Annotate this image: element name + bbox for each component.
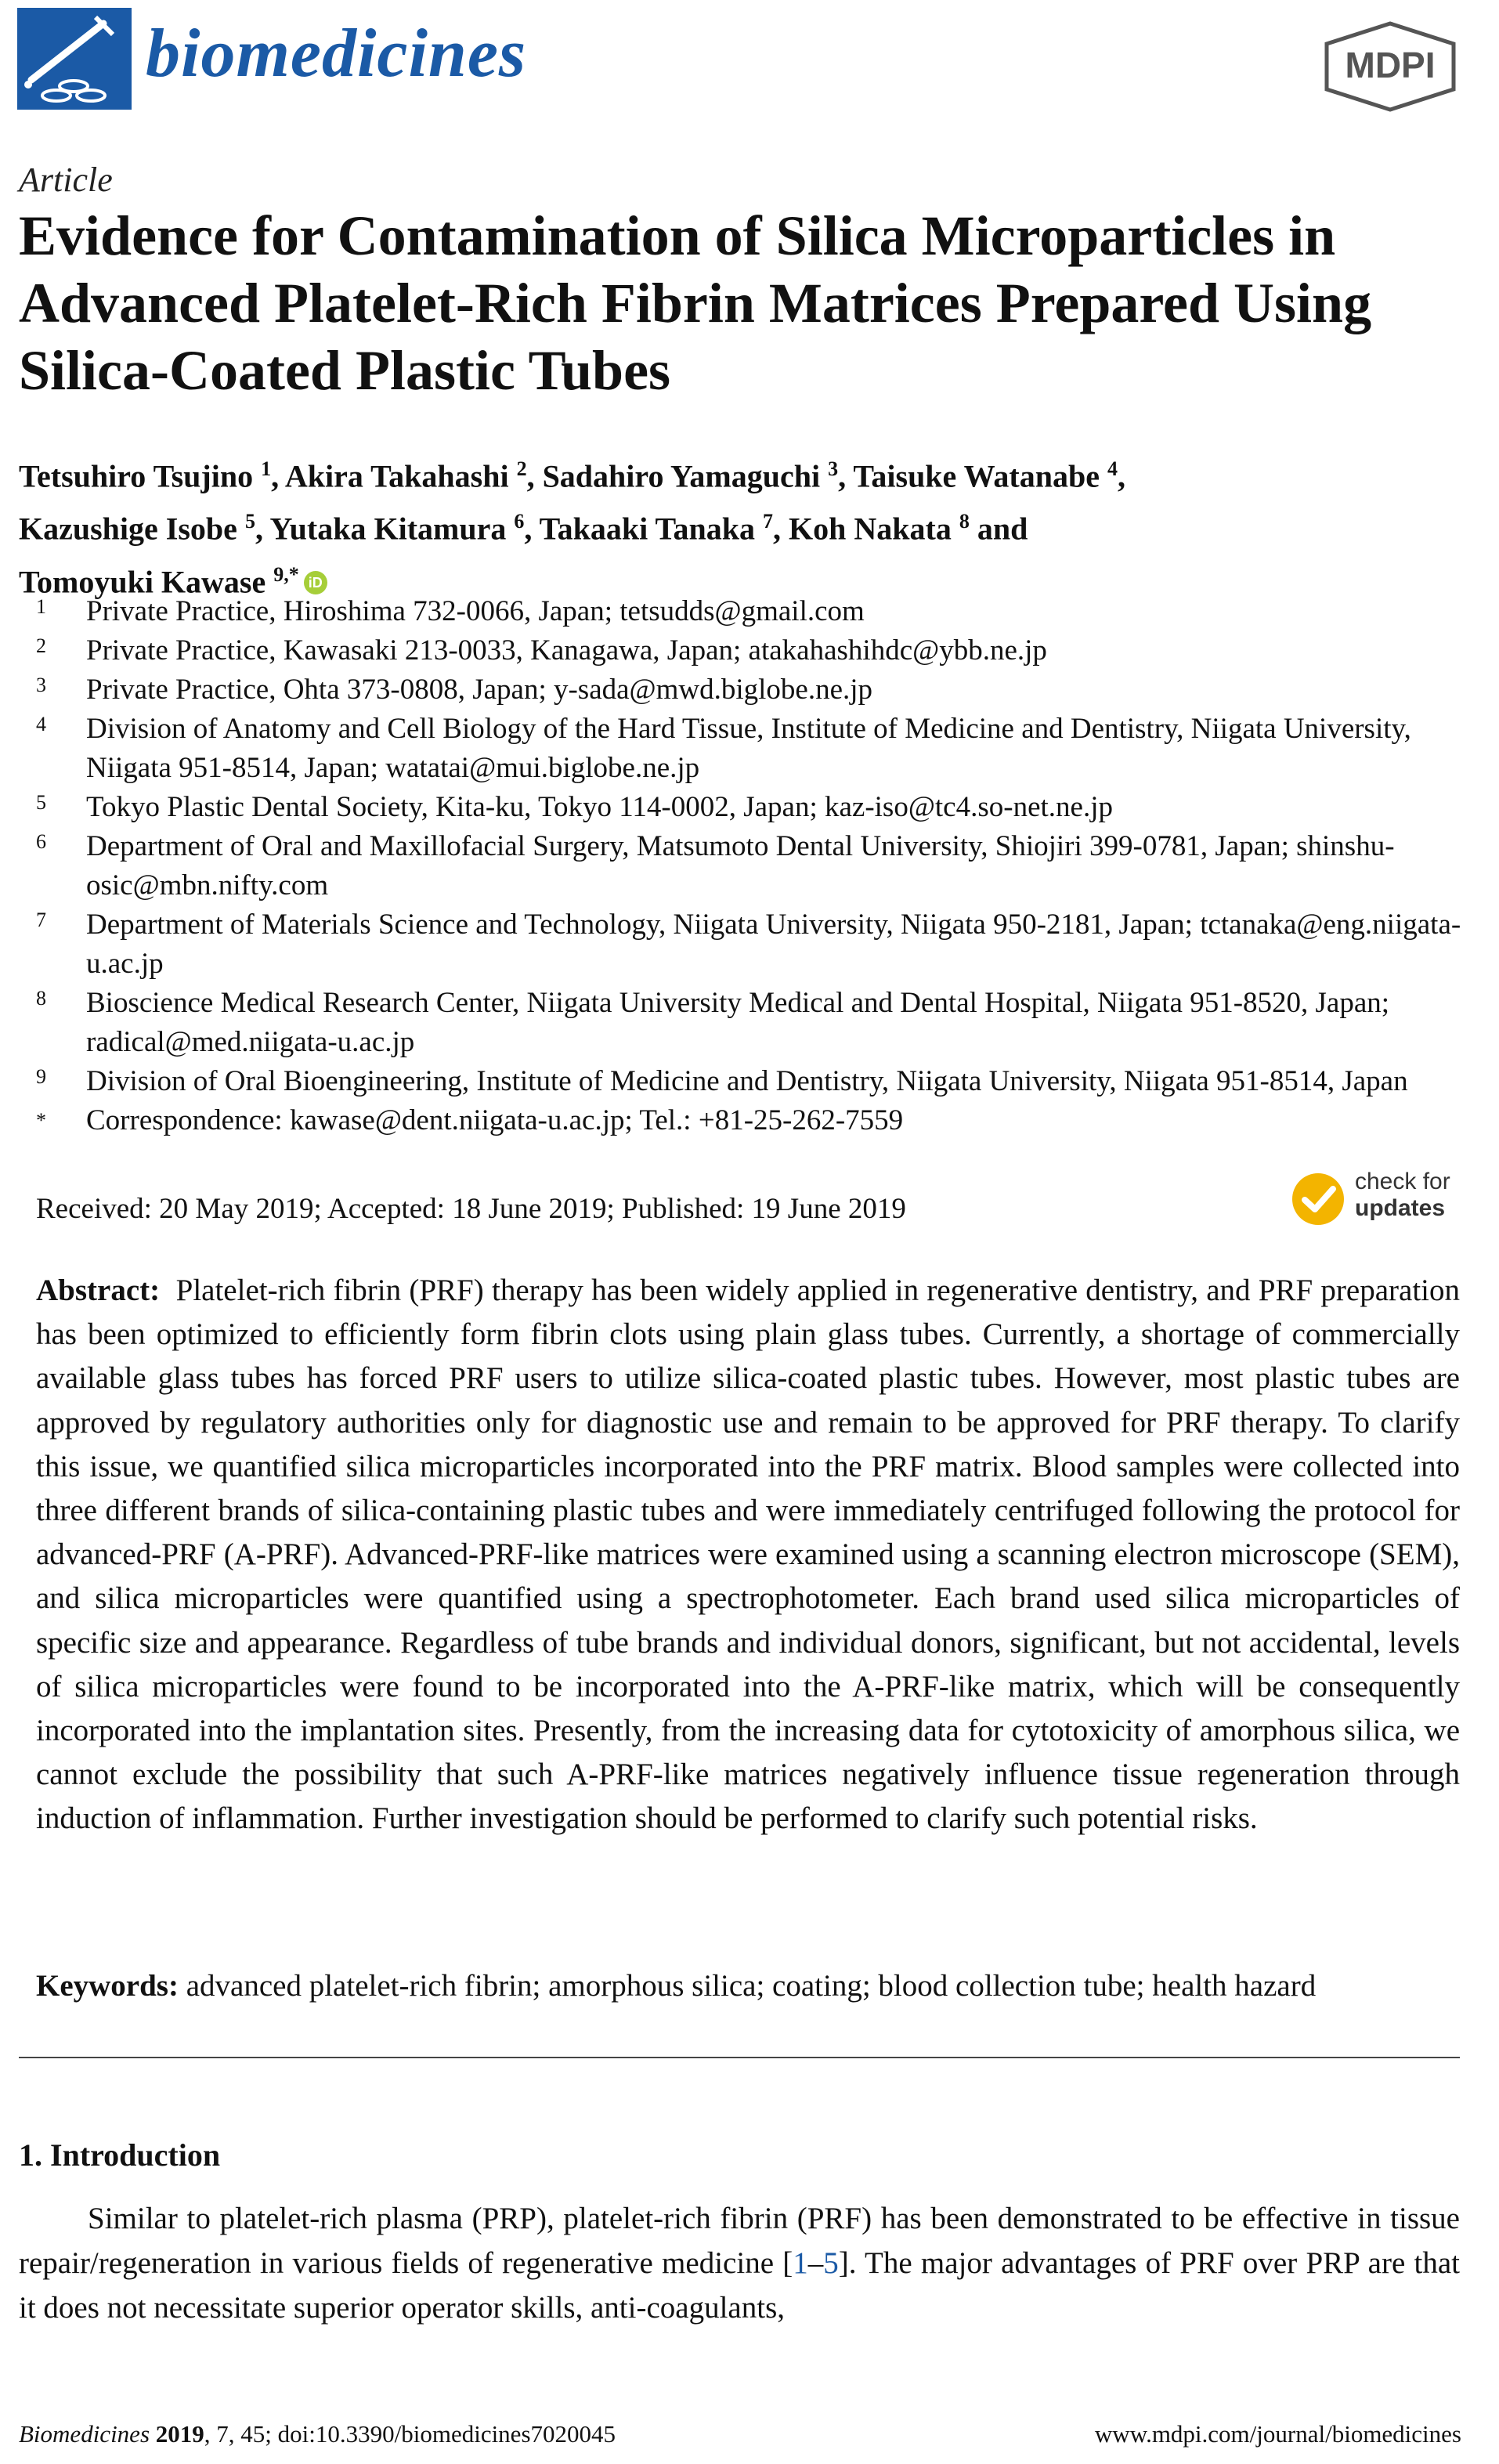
author-affiliation-mark: 6 xyxy=(514,510,525,533)
footer-citation xyxy=(19,2420,616,2448)
author-affiliation-mark: 2 xyxy=(516,457,527,480)
affiliation-item xyxy=(36,710,1469,788)
author-name[interactable]: Kazushige Isobe xyxy=(19,511,237,547)
footer-url[interactable]: www.mdpi.com/journal/biomedicines xyxy=(1094,2420,1461,2448)
affiliation-number: 2 xyxy=(36,634,46,657)
citation-separator: – xyxy=(807,2246,824,2280)
author-affiliation-mark: 7 xyxy=(763,510,774,533)
affiliation-number: 9 xyxy=(36,1065,46,1088)
affiliation-text: Department of Materials Science and Technology, Niigata University, Niigata 950-2181, Japan; tctanaka@eng.niigata-u.ac.jp xyxy=(86,909,1461,980)
author-affiliation-mark: 1 xyxy=(261,457,272,480)
affiliation-item xyxy=(36,631,1469,670)
affiliation-number: 5 xyxy=(36,791,46,814)
journal-logo xyxy=(17,8,132,110)
abstract-label: Abstract: xyxy=(36,1274,161,1307)
affiliation-text: Private Practice, Ohta 373-0808, Japan; y-sada@mwd.biglobe.ne.jp xyxy=(86,674,873,706)
section-divider xyxy=(19,2057,1460,2058)
author-list: Tetsuhiro Tsujino $^1$, Akira Takahashi $^2$, Sadahiro Yamaguchi $^3$, Taisuke Watanabe $^4$, Kazushige Isobe $^5$, Yutaka Kitamura $^6$, Takaaki Tanaka $^7$, Koh Nakata $^8$ and Tomoyuki Kawase $^{9,*}$ iD xyxy=(19,457,1125,599)
citation-link[interactable]: 5 xyxy=(823,2246,839,2280)
keywords-label: Keywords: xyxy=(36,1969,179,2003)
affiliation-item xyxy=(36,788,1469,827)
journal-name: biomedicines xyxy=(146,16,527,92)
publication-dates: Received: 20 May 2019; Accepted: 18 June 2019; Published: 19 June 2019 xyxy=(36,1193,906,1225)
check-updates-line1: check for xyxy=(1355,1169,1450,1194)
author-name[interactable]: Tomoyuki Kawase xyxy=(19,563,266,599)
affiliation-text: Private Practice, Kawasaki 213-0033, Kanagawa, Japan; atakahashihdc@ybb.ne.jp xyxy=(86,634,1047,667)
affiliation-number: 6 xyxy=(36,830,46,853)
author-and-separator: and xyxy=(977,511,1028,547)
intro-text-before: Similar to platelet-rich plasma (PRP), platelet-rich fibrin (PRF) has been demonstrated to be effective in tissue repair/regeneration in various fields of regenerative medicine [ xyxy=(19,2202,1460,2280)
affiliation-item xyxy=(36,670,1469,710)
affiliation-text: Tokyo Plastic Dental Society, Kita-ku, Tokyo 114-0002, Japan; kaz-iso@tc4.so-net.ne.jp xyxy=(86,791,1113,823)
abstract-text: Platelet-rich fibrin (PRF) therapy has been widely applied in regenerative dentistry, and PRF preparation has been optimized to efficiently form fibrin clots using plain glass tubes. Currently, a shortage of commercially available glass tubes has forced PRF users to utilize silica-coated plastic tubes. However, most plastic tubes are approved by regulatory authorities only for diagnostic use and remain to be approved for PRF therapy. To clarify this issue, we quantified silica microparticles incorporated into the PRF matrix. Blood samples were collected into three different brands of silica-containing plastic tubes and were immediately centrifuged following the protocol for advanced-PRF (A-PRF). Advanced-PRF-like matrices were examined using a scanning electron microscope (SEM), and silica microparticles were quantified using a spectrophotometer. Each brand used silica microparticles of specific size and appearance. Regardless of tube brands and individual donors, significant, but not accidental, levels of silica microparticles were found to be incorporated into the A-PRF-like matrix, which will be consequently incorporated into the implantation sites. Presently, from the increasing data for cytotoxicity of amorphous silica, we cannot exclude the possibility that such A-PRF-like matrices negatively influence tissue regeneration through induction of inflammation. Further investigation should be performed to clarify such potential risks. xyxy=(36,1274,1461,1836)
footer-year: 2019 xyxy=(155,2420,204,2448)
affiliation-text: Division of Anatomy and Cell Biology of the Hard Tissue, Institute of Medicine and Dentistry, Niigata University, Niigata 951-8514, Japan; watatai@mui.biglobe.ne.jp xyxy=(86,713,1411,784)
author-affiliation-mark: 5 xyxy=(244,510,255,533)
footer-journal: Biomedicines xyxy=(19,2420,150,2448)
correspondence-mark: * xyxy=(36,1109,46,1132)
affiliation-number: 7 xyxy=(36,909,46,931)
check-icon xyxy=(1292,1173,1344,1225)
introduction-paragraph xyxy=(19,2196,1460,2330)
affiliation-number: 1 xyxy=(36,595,46,618)
mdpi-logo-text: MDPI xyxy=(1345,45,1436,85)
affiliation-number: 3 xyxy=(36,674,46,696)
affiliation-text: Division of Oral Bioengineering, Institute of Medicine and Dentistry, Niigata University, Niigata 951-8514, Japan xyxy=(86,1065,1408,1097)
author-name[interactable]: Akira Takahashi xyxy=(284,458,509,494)
affiliation-number: 8 xyxy=(36,987,46,1010)
correspondence-item xyxy=(36,1101,1469,1140)
affiliations-list xyxy=(36,592,1469,1140)
keywords-text: advanced platelet-rich fibrin; amorphous silica; coating; blood collection tube; health hazard xyxy=(186,1969,1317,2003)
intro-text-after: ]. The major advantages of PRF over PRP are that it does not necessitate superior operator skills, anti-coagulants, xyxy=(19,2246,1460,2325)
orcid-icon[interactable]: iD xyxy=(304,571,327,594)
author-affiliation-mark: 8 xyxy=(959,510,970,533)
keywords xyxy=(36,1968,1469,2003)
citation-link[interactable]: 1 xyxy=(793,2246,808,2280)
article-title: Evidence for Contamination of Silica Microparticles in Advanced Platelet-Rich Fibrin Matrices Prepared Using Silica-Coated Plastic Tubes xyxy=(19,204,1372,402)
check-updates-line2: updates xyxy=(1355,1195,1446,1221)
affiliation-text: Bioscience Medical Research Center, Niigata University Medical and Dental Hospital, Niigata 951-8520, Japan; radical@med.niigata-u.ac.jp xyxy=(86,987,1390,1058)
author-name[interactable]: Takaaki Tanaka xyxy=(539,511,756,547)
author-affiliation-mark: 3 xyxy=(828,457,839,480)
footer-citation-rest: , 7, 45; doi:10.3390/biomedicines7020045 xyxy=(204,2420,616,2448)
author-name[interactable]: Tetsuhiro Tsujino xyxy=(19,458,254,494)
affiliation-item xyxy=(36,1062,1469,1101)
correspondence-text: Correspondence: kawase@dent.niigata-u.ac.jp; Tel.: +81-25-262-7559 xyxy=(86,1104,904,1136)
author-affiliation-mark: 4 xyxy=(1107,457,1118,480)
check-for-updates-badge[interactable] xyxy=(1292,1167,1465,1230)
affiliation-number: 4 xyxy=(36,713,46,735)
affiliation-item xyxy=(36,905,1469,984)
affiliation-item xyxy=(36,592,1469,631)
author-name[interactable]: Sadahiro Yamaguchi xyxy=(542,458,821,494)
affiliation-item xyxy=(36,827,1469,905)
section-heading: 1. Introduction xyxy=(19,2137,221,2173)
author-name[interactable]: Yutaka Kitamura xyxy=(269,511,507,547)
mdpi-logo xyxy=(1320,20,1460,113)
article-type: Article xyxy=(19,161,113,199)
author-name[interactable]: Koh Nakata xyxy=(789,511,952,547)
affiliation-text: Department of Oral and Maxillofacial Surgery, Matsumoto Dental University, Shiojiri 399-0781, Japan; shinshu-osic@mbn.nifty.com xyxy=(86,830,1395,901)
pipette-icon xyxy=(17,8,132,110)
abstract xyxy=(36,1269,1460,1841)
author-name[interactable]: Taisuke Watanabe xyxy=(853,458,1100,494)
author-affiliation-mark: 9,* xyxy=(273,562,299,586)
affiliation-text: Private Practice, Hiroshima 732-0066, Japan; tetsudds@gmail.com xyxy=(86,595,865,627)
affiliation-item xyxy=(36,984,1469,1062)
